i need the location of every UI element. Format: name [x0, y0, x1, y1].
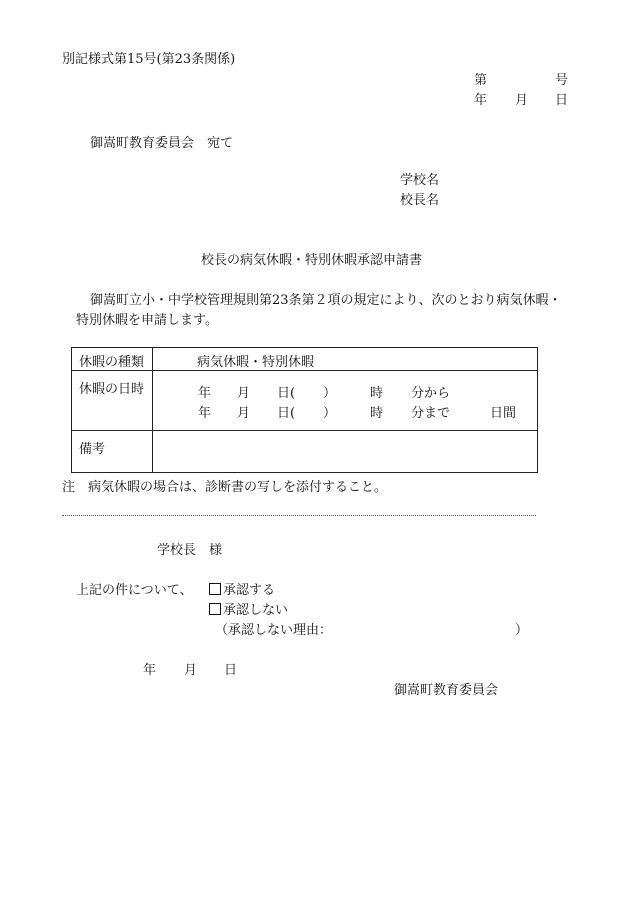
to-hour: 時	[370, 406, 384, 421]
leave-datetime-label: 休暇の日時	[79, 382, 145, 397]
reason-suffix: ）	[515, 623, 529, 638]
approve-option[interactable]	[209, 579, 275, 598]
approval-date-day: 日	[224, 663, 238, 678]
to-paren-close: ）	[323, 406, 337, 421]
issuer: 御嵩町教育委員会	[394, 683, 499, 698]
from-month: 月	[237, 386, 251, 401]
header-date-month: 月	[515, 93, 529, 108]
note: 注 病気休暇の場合は、診断書の写しを添付すること。	[62, 480, 388, 495]
to-principal: 学校長 様	[157, 543, 223, 558]
form-label: 別記様式第15号(第23条関係)	[62, 52, 236, 67]
regarding-text: 上記の件について、	[76, 583, 193, 598]
from-day: 日(	[277, 386, 296, 401]
to-month: 月	[237, 406, 251, 421]
body-line-1: 御嵩町立小・中学校管理規則第23条第２項の規定により、次のとおり病気休暇・	[90, 293, 562, 308]
from-year: 年	[198, 386, 212, 401]
leave-request-table	[71, 347, 538, 473]
disapprove-label: 承認しない	[223, 603, 289, 618]
school-name-label: 学校名	[400, 173, 440, 188]
from-minute: 分から	[411, 386, 451, 401]
document-title: 校長の病気休暇・特別休暇承認申請書	[201, 253, 423, 268]
to-year: 年	[198, 406, 212, 421]
approval-date-year: 年	[143, 663, 157, 678]
body-line-2: 特別休暇を申請します。	[76, 313, 218, 328]
approve-checkbox[interactable]	[209, 583, 221, 595]
from-hour: 時	[370, 386, 384, 401]
principal-name-label: 校長名	[400, 193, 440, 208]
table-row-divider	[72, 430, 537, 431]
table-row-divider	[72, 370, 537, 371]
approve-label: 承認する	[223, 583, 276, 598]
header-date-day: 日	[555, 93, 569, 108]
from-paren-close: ）	[323, 386, 337, 401]
table-column-divider	[152, 348, 153, 472]
reason-prefix: （承認しない理由：	[215, 623, 333, 638]
disapprove-option[interactable]	[209, 599, 288, 618]
leave-type-value: 病気休暇・特別休暇	[197, 355, 315, 370]
addressee: 御嵩町教育委員会 宛て	[90, 136, 234, 151]
to-day: 日(	[277, 406, 296, 421]
leave-days: 日間	[490, 406, 517, 421]
approval-date-month: 月	[184, 663, 198, 678]
disapprove-checkbox[interactable]	[209, 603, 221, 615]
document-number-prefix: 第	[474, 73, 488, 88]
cut-line-divider	[62, 515, 536, 516]
leave-type-label: 休暇の種類	[79, 355, 145, 370]
remarks-label: 備考	[79, 442, 106, 457]
to-minute: 分まで	[411, 406, 451, 421]
header-date-year: 年	[474, 93, 488, 108]
document-number-suffix: 号	[555, 73, 569, 88]
